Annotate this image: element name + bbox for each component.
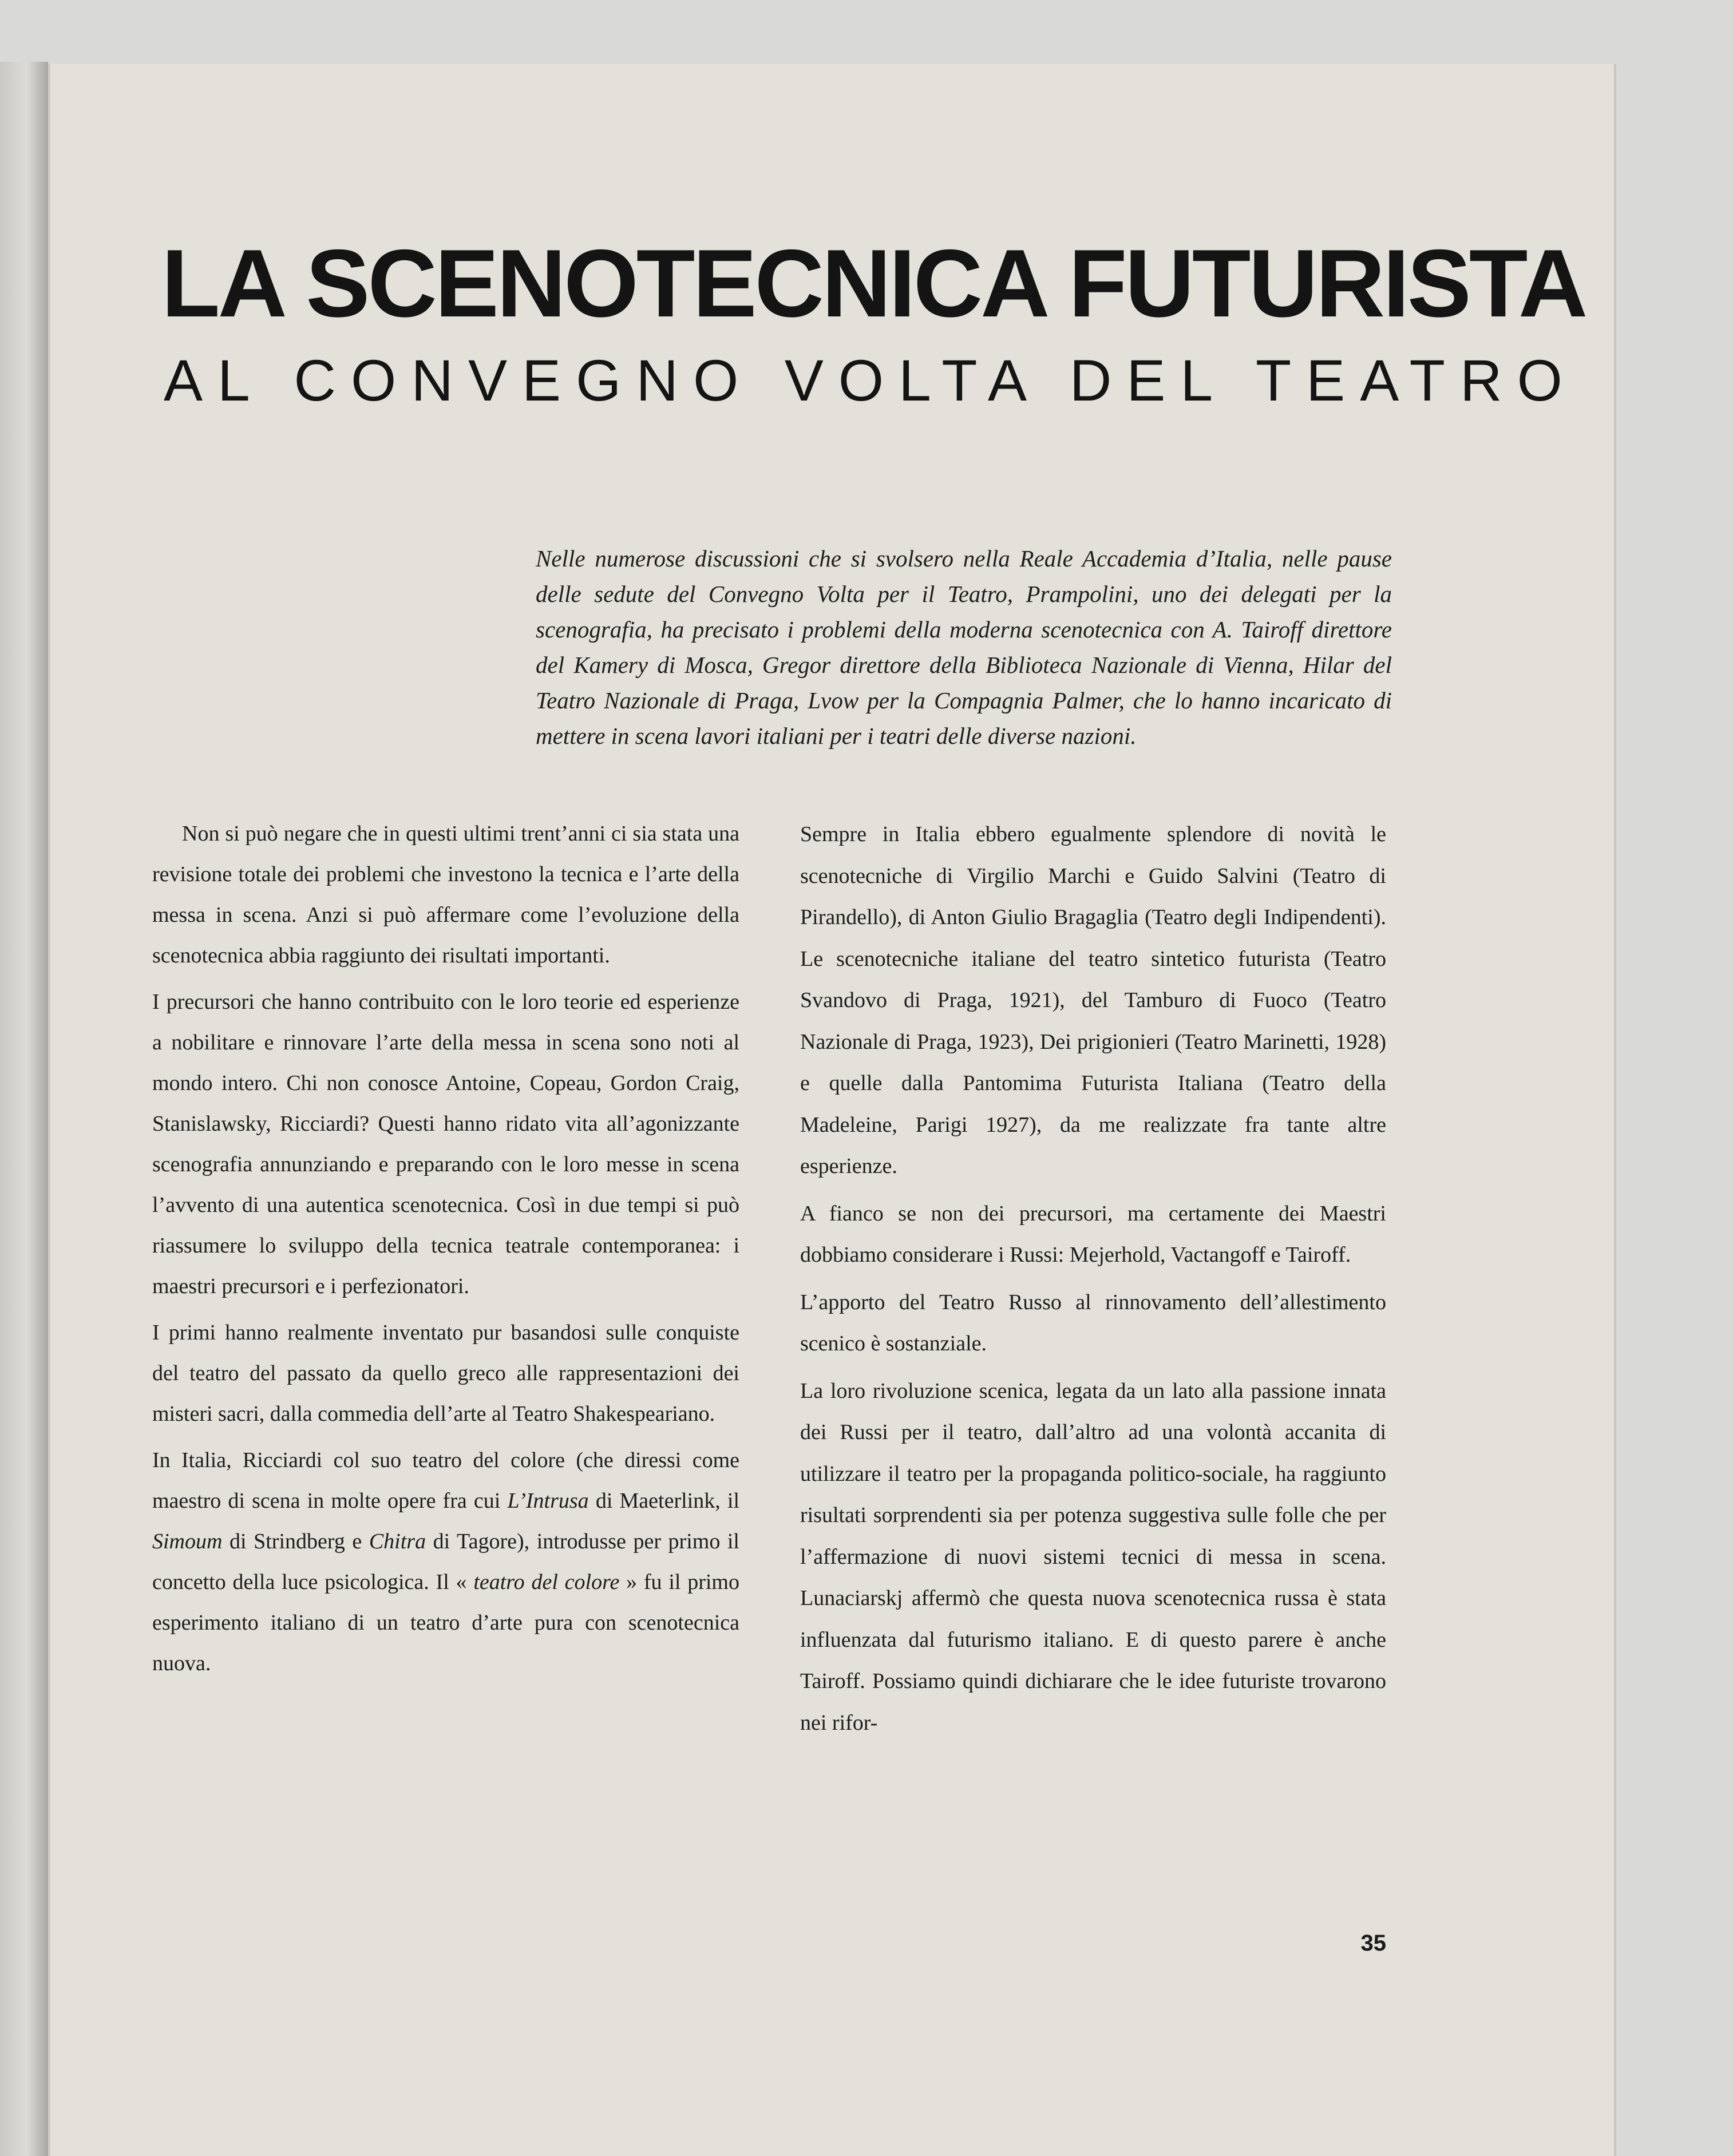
left-paragraph-1: Non si può negare che in questi ultimi trent’anni ci sia stata una revisione totale dei problemi che investono la tecnica e l’arte della messa in scena. Anzi si può affermare come l’evoluzione della scenotecnica abbia raggiunto dei risultati importanti.: [152, 822, 739, 968]
italic-title: L’Intrusa: [507, 1489, 589, 1513]
left-paragraph-2: I precursori che hanno contribuito con le loro teorie ed esperienze a nobilitare e rinnovare l’arte della messa in scena sono noti al mondo intero. Chi non conosce Antoine, Copeau, Gordon Craig, Stanislawsky, Ricciardi? Questi hanno ridato vita all’agonizzante scenografia annunziando e preparando con le loro messe in scena l’avvento di una autentica scenotecnica. Così in due tempi si può riassumere lo sviluppo della tecnica teatrale contemporanea: i maestri precursori e i perfezionatori.: [152, 990, 739, 1298]
intro-paragraph: Nelle numerose discussioni che si svolsero nella Reale Accademia d’Italia, nelle pause delle sedute del Convegno Volta per il Teatro, Prampolini, uno dei delegati per la scenografia, ha precisato i problemi della moderna scenotecnica con A. Tairoff direttore del Kamery di Mosca, Gregor direttore della Biblioteca Nazionale di Vienna, Hilar del Teatro Nazionale di Praga, Lvow per la Compagnia Palmer, che lo hanno incaricato di mettere in scena lavori italiani per i teatri delle diverse nazioni.: [536, 545, 1392, 749]
right-paragraph-2: A fianco se non dei precursori, ma certamente dei Maestri dobbiamo considerare i Russi: Mejerhold, Vactangoff e Tairoff.: [800, 1201, 1386, 1267]
text-run: di Tagore), introdusse per primo il concetto della luce psicologica. Il «: [152, 1529, 739, 1594]
adjacent-page-edge: [0, 62, 48, 2156]
left-column: [152, 814, 739, 1690]
right-paragraph-3: L’apporto del Teatro Russo al rinnovamento dell’allestimento scenico è sostanziale.: [800, 1290, 1386, 1356]
article-subtitle: AL CONVEGNO VOLTA DEL TEATRO: [164, 348, 1577, 413]
italic-title: Simoum: [152, 1529, 223, 1553]
page-number: 35: [1360, 1931, 1386, 1956]
text-run: di Strindberg e: [222, 1529, 369, 1553]
article-title: LA SCENOTECNICA FUTURISTA: [161, 229, 1586, 337]
italic-title: Chitra: [369, 1529, 426, 1553]
right-paragraph-4: La loro rivoluzione scenica, legata da un lato alla passione innata dei Russi per il teatro, dall’altro ad una volontà accanita di utilizzare il teatro per la propaganda politico-sociale, ha raggiunto risultati sorprendenti sia per potenza suggestiva sulle folle che per l’affermazione di nuovi sistemi tecnici di messa in scena. Lunaciarskj affermò che questa nuova scenotecnica russa è stata influenzata dal futurismo italiano. E di questo parere è anche Tairoff. Possiamo quindi dichiarare che le idee futuriste trovarono nei rifor-: [800, 1378, 1386, 1735]
text-run: di Maeterlink, il: [588, 1489, 739, 1513]
text-run: In Italia, Ricciardi col suo teatro del colore (che diressi come maestro di scena in molte opere fra cui: [152, 1448, 739, 1513]
italic-title: teatro del colore: [466, 1570, 627, 1594]
text-run: » fu il primo esperimento italiano di un teatro d’arte pura con scenotecnica nuova.: [152, 1570, 739, 1675]
right-column: [800, 814, 1386, 1749]
right-paragraph-1: Sempre in Italia ebbero egualmente splendore di novità le scenotecniche di Virgilio Marchi e Guido Salvini (Teatro di Pirandello), di Anton Giulio Bragaglia (Teatro degli Indipendenti). Le scenotecniche italiane del teatro sintetico futurista (Teatro Svandovo di Praga, 1921), del Tamburo di Fuoco (Teatro Nazionale di Praga, 1923), Dei prigionieri (Teatro Marinetti, 1928) e quelle dalla Pantomima Futurista Italiana (Teatro della Madeleine, Parigi 1927), da me realizzate fra tante altre esperienze.: [800, 822, 1386, 1178]
left-paragraph-3: I primi hanno realmente inventato pur basandosi sulle conquiste del teatro del passato da quello greco alle rappresentazioni dei misteri sacri, dalla commedia dell’arte al Teatro Shakespeariano.: [152, 1321, 739, 1426]
left-paragraph-4: [152, 1440, 739, 1684]
